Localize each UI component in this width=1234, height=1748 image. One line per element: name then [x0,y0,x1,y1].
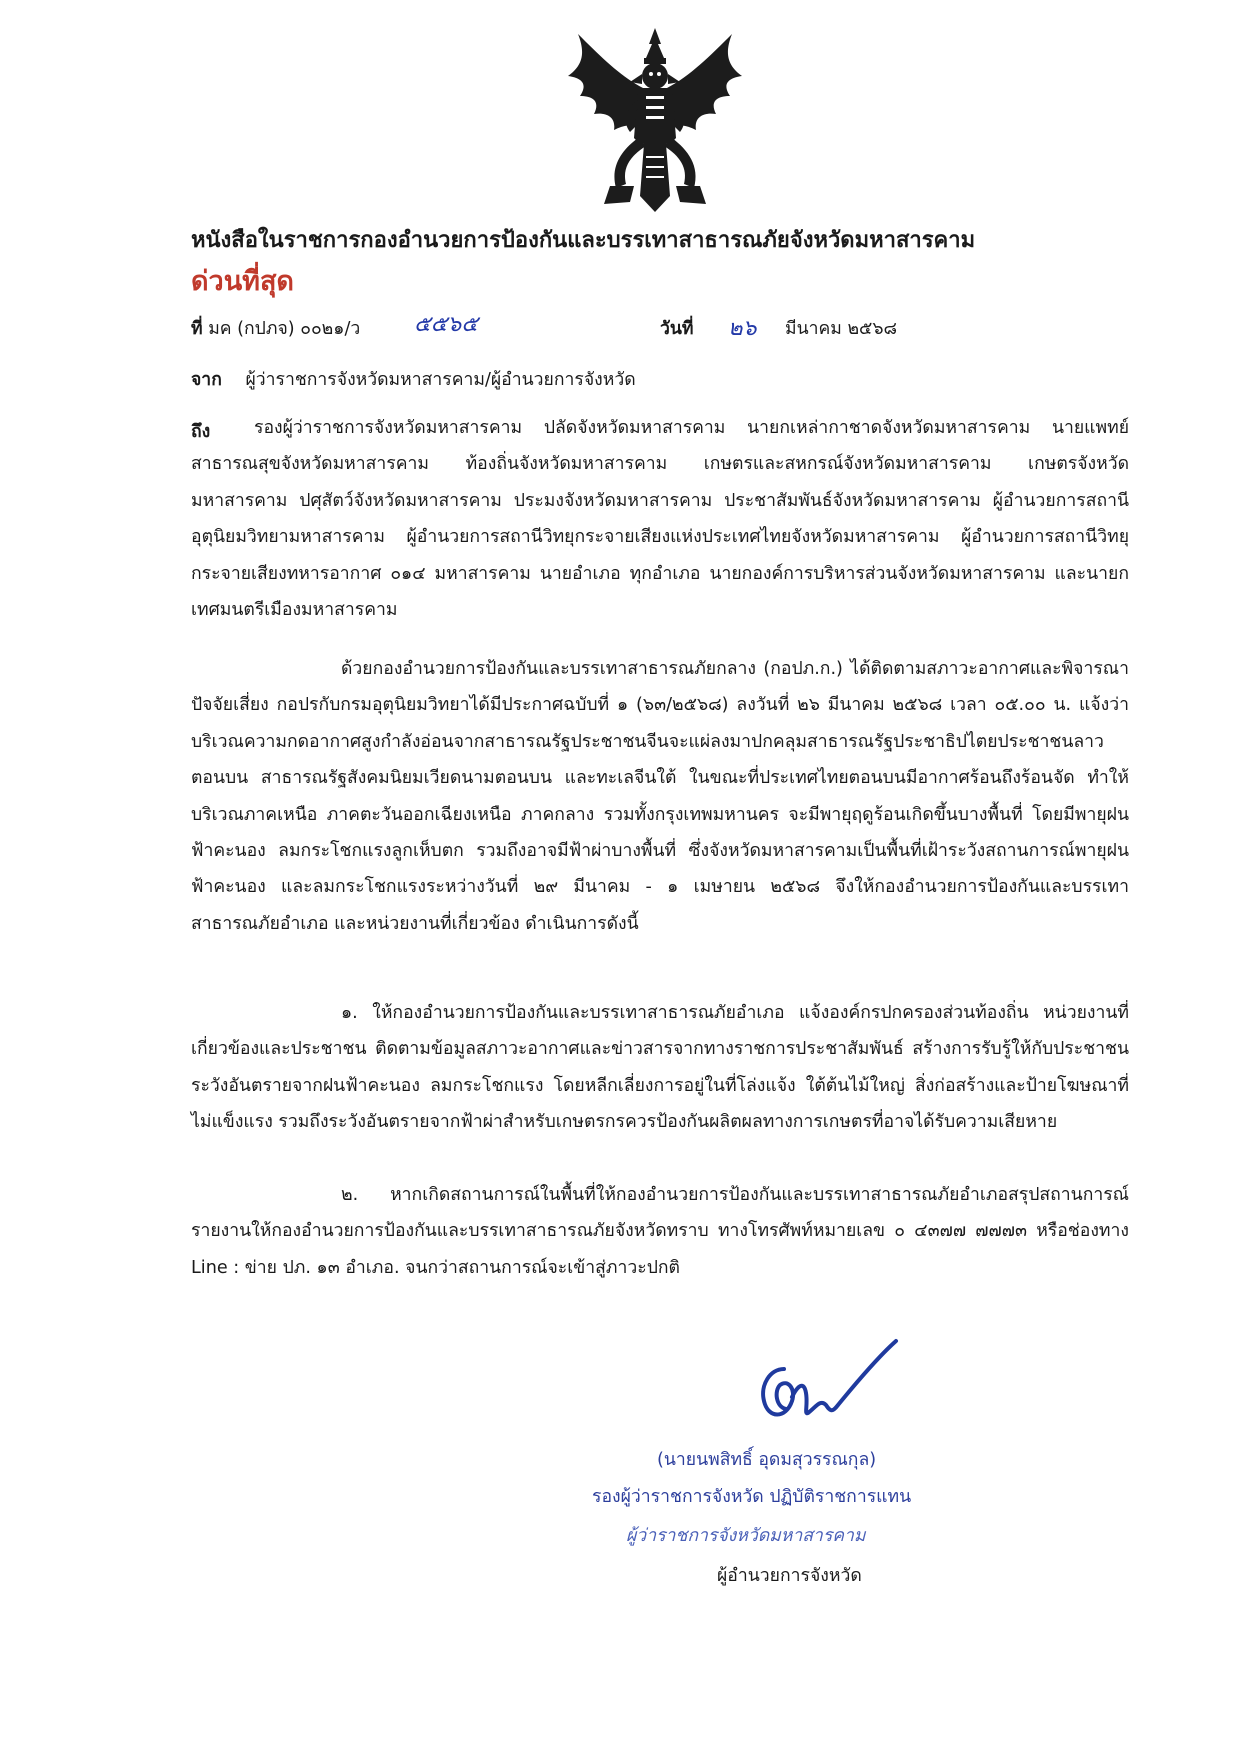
signatory-name: (นายนพสิทธิ์ อุดมสุวรรณกุล) [657,1450,877,1470]
letter-heading: หนังสือในราชการกองอำนวยการป้องกันและบรรเทาสาธารณภัยจังหวัดมหาสารคาม [191,228,976,253]
signatory-position-2: ผู้ว่าราชการจังหวัดมหาสารคาม [626,1526,866,1546]
from-label: จาก [191,370,222,390]
handwritten-reference-number: ๕๕๖๕ [414,312,478,337]
signatory-position-3: ผู้อำนวยการจังหวัด [717,1566,862,1586]
to-text: รองผู้ว่าราชการจังหวัดมหาสารคาม ปลัดจังหวัดมหาสารคาม นายกเหล่ากาชาดจังหวัดมหาสารคาม นายแพทย์สาธารณสุขจังหวัดมหาสารคาม ท้องถิ่นจังหวัดมหาสารคาม เกษตรและสหกรณ์จังหวัดมหาสารคาม เกษตรจังหวัดมหาสารคาม ปศุสัตว์จังหวัดมหาสารคาม ประมงจังหวัดมหาสารคาม ประชาสัมพันธ์จังหวัดมหาสารคาม ผู้อำนวยการสถานีอุตุนิยมวิทยามหาสารคาม ผู้อำนวยการสถานีวิทยุกระจายเสียงแห่งประเทศไทยจังหวัดมหาสารคาม ผู้อำนวยการสถานีวิทยุกระจายเสียงทหารอากาศ ๐๑๔ มหาสารคาม นายอำเภอ ทุกอำเภอ นายกองค์การบริหารส่วนจังหวัดมหาสารคาม และนายกเทศมนตรีเมืองมหาสารคาม [191,418,1129,621]
reference-number: มค (กปภจ) ๐๐๒๑/ว [208,319,361,339]
urgency-label: ด่วนที่สุด [191,266,294,297]
date-month-year: มีนาคม ๒๕๖๘ [785,319,898,339]
date-label: วันที่ [660,319,694,339]
from-text: ผู้ว่าราชการจังหวัดมหาสารคาม/ผู้อำนวยการจังหวัด [245,370,636,390]
handwritten-signature [746,1335,906,1435]
numbered-item-2: ๒. หากเกิดสถานการณ์ในพื้นที่ให้กองอำนวยการป้องกันและบรรเทาสาธารณภัยอำเภอสรุปสถานการณ์รายงานให้กองอำนวยการป้องกันและบรรเทาสาธารณภัยจังหวัดทราบ ทางโทรศัพท์หมายเลข ๐ ๔๓๗๗ ๗๗๗๓ หรือช่องทาง Line : ข่าย ปภ. ๑๓ อำเภอ. จนกว่าสถานการณ์จะเข้าสู่ภาวะปกติ [191,1185,1129,1278]
body-paragraph: ด้วยกองอำนวยการป้องกันและบรรเทาสาธารณภัยกลาง (กอปภ.ก.) ได้ติดตามสภาวะอากาศและพิจารณาปัจจัยเสี่ยง กอปรกับกรมอุตุนิยมวิทยาได้มีประกาศฉบับที่ ๑ (๖๓/๒๕๖๘) ลงวันที่ ๒๖ มีนาคม ๒๕๖๘ เวลา ๐๕.๐๐ น. แจ้งว่า บริเวณความกดอากาศสูงกำลังอ่อนจากสาธารณรัฐประชาชนจีนจะแผ่ลงมาปกคลุมสาธารณรัฐประชาธิปไตยประชาชนลาวตอนบน สาธารณรัฐสังคมนิยมเวียดนามตอนบน และทะเลจีนใต้ ในขณะที่ประเทศไทยตอนบนมีอากาศร้อนถึงร้อนจัด ทำให้บริเวณภาคเหนือ ภาคตะวันออกเฉียงเหนือ ภาคกลาง รวมทั้งกรุงเทพมหานคร จะมีพายุฤดูร้อนเกิดขึ้นบางพื้นที่ โดยมีพายุฝนฟ้าคะนอง ลมกระโชกแรงลูกเห็บตก รวมถึงอาจมีฟ้าผ่าบางพื้นที่ ซึ่งจังหวัดมหาสารคามเป็นพื้นที่เฝ้าระวังสถานการณ์พายุฝนฟ้าคะนอง และลมกระโชกแรงระหว่างวันที่ ๒๙ มีนาคม - ๑ เมษายน ๒๕๖๘ จึงให้กองอำนวยการป้องกันและบรรเทาสาธารณภัยอำเภอ และหน่วยงานที่เกี่ยวข้อง ดำเนินการดังนี้ [191,659,1129,934]
garuda-emblem-icon [560,26,750,216]
reference-line [191,314,360,342]
handwritten-date-day: ๒๖ [728,316,757,341]
reference-label: ที่ [191,319,203,339]
from-line [191,365,636,393]
to-label: ถึง [191,422,211,442]
date-line [660,314,694,342]
numbered-item-1: ๑. ให้กองอำนวยการป้องกันและบรรเทาสาธารณภัยอำเภอ แจ้งองค์กรปกครองส่วนท้องถิ่น หน่วยงานที่เกี่ยวข้องและประชาชน ติดตามข้อมูลสภาวะอากาศและข่าวสารจากทางราชการประชาสัมพันธ์ สร้างการรับรู้ให้กับประชาชน ระวังอันตรายจากฝนฟ้าคะนอง ลมกระโชกแรง โดยหลีกเลี่ยงการอยู่ในที่โล่งแจ้ง ใต้ต้นไม้ใหญ่ สิ่งก่อสร้างและป้ายโฆษณาที่ไม่แข็งแรง รวมถึงระวังอันตรายจากฟ้าผ่าสำหรับเกษตรกรควรป้องกันผลิตผลทางการเกษตรที่อาจได้รับความเสียหาย [191,1003,1129,1133]
signatory-position-1: รองผู้ว่าราชการจังหวัด ปฏิบัติราชการแทน [592,1487,912,1507]
